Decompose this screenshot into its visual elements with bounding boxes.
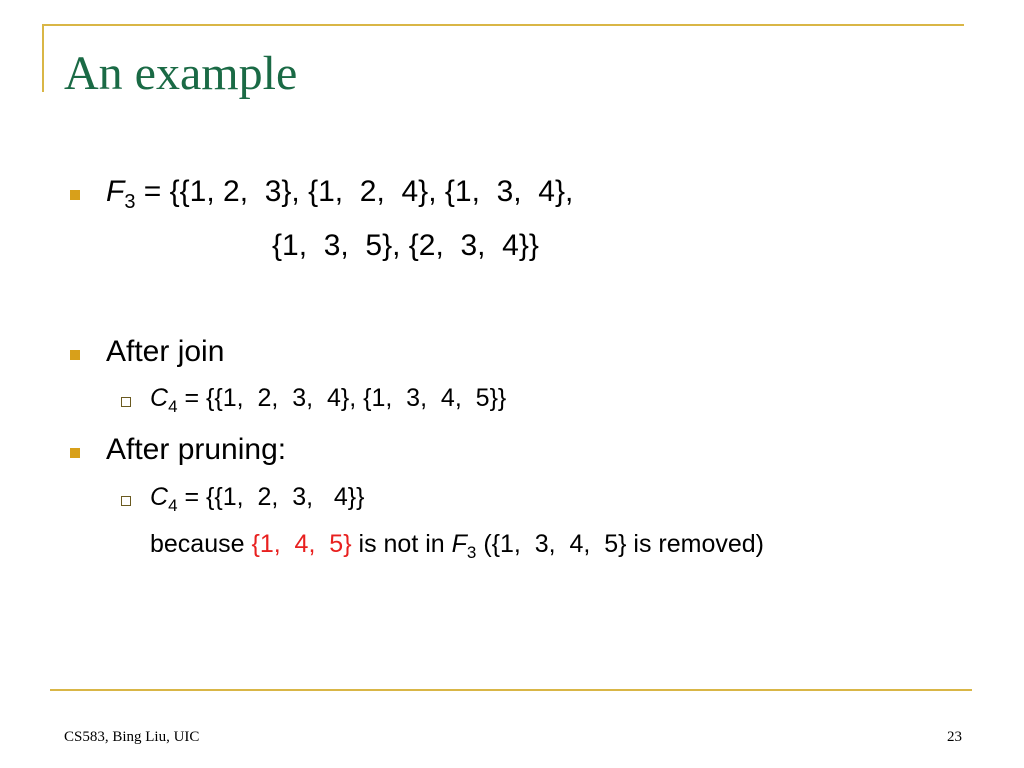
f3-symbol: F bbox=[451, 530, 467, 558]
hollow-square-bullet-icon bbox=[121, 496, 131, 506]
hollow-square-bullet-icon bbox=[121, 397, 131, 407]
c4-after-pruning-line bbox=[150, 482, 365, 515]
f3-definition-line1 bbox=[106, 174, 573, 213]
f3-values-part1: = {{1, 2, 3}, {1, 2, 4}, {1, 3, 4}, bbox=[135, 175, 574, 208]
f3-symbol: F bbox=[106, 175, 125, 208]
c4-after-pruning-values: = {{1, 2, 3, 4}} bbox=[177, 483, 365, 511]
after-pruning-label: After pruning: bbox=[106, 433, 287, 466]
c4-subscript: 4 bbox=[168, 496, 178, 515]
because-suffix: ({1, 3, 4, 5} is removed) bbox=[476, 530, 765, 558]
f3-values-part2: {1, 3, 5}, {2, 3, 4}} bbox=[272, 229, 539, 262]
because-prefix: because bbox=[150, 530, 252, 558]
title-frame-top-rule bbox=[42, 24, 964, 26]
c4-symbol: C bbox=[150, 483, 169, 511]
c4-subscript: 4 bbox=[168, 397, 178, 416]
slide-page-number: 23 bbox=[947, 729, 962, 745]
f3-subscript: 3 bbox=[124, 191, 136, 213]
c4-after-join-values: = {{1, 2, 3, 4}, {1, 3, 4, 5}} bbox=[177, 384, 507, 412]
because-middle: is not in bbox=[351, 530, 452, 558]
footer-rule bbox=[50, 689, 972, 691]
bullet-square-icon bbox=[70, 448, 80, 458]
pruned-subset-highlight: {1, 4, 5} bbox=[251, 530, 352, 558]
pruning-explanation-line bbox=[150, 529, 764, 562]
footer-course-credit: CS583, Bing Liu, UIC bbox=[64, 729, 200, 745]
c4-symbol: C bbox=[150, 384, 169, 412]
f3-subscript: 3 bbox=[466, 543, 477, 562]
title-frame-left-rule bbox=[42, 24, 44, 92]
bullet-square-icon bbox=[70, 190, 80, 200]
slide-title: An example bbox=[64, 47, 298, 100]
c4-after-join-line bbox=[150, 383, 506, 416]
after-join-label: After join bbox=[106, 335, 225, 368]
bullet-square-icon bbox=[70, 350, 80, 360]
